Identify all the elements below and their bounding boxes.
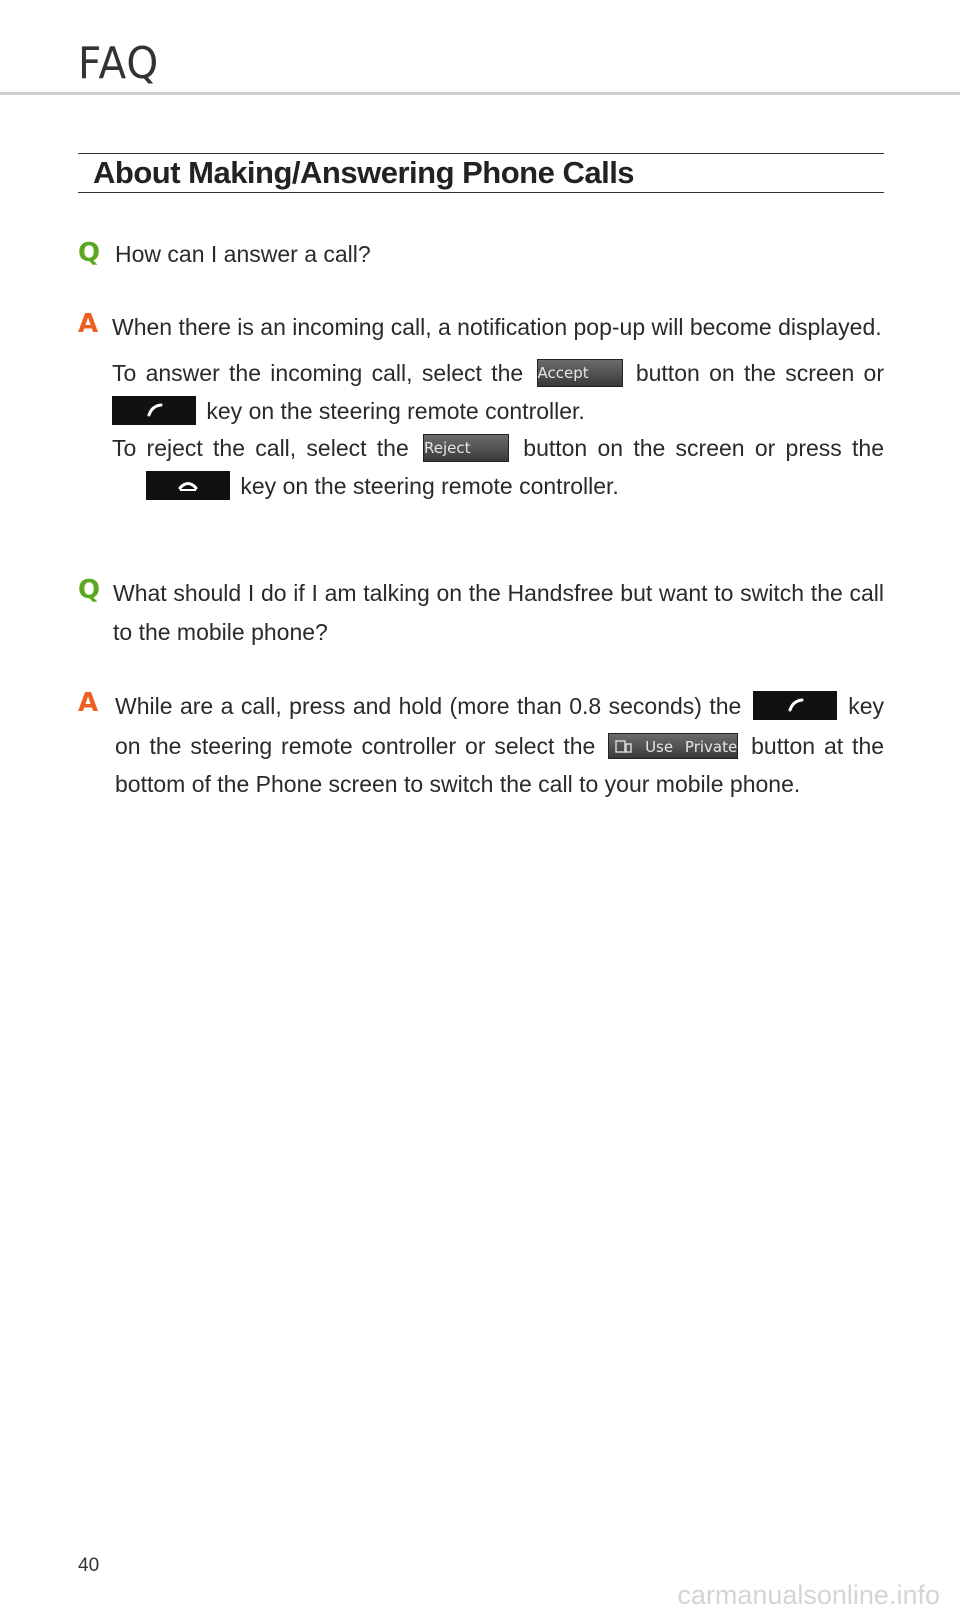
reject-button: Reject <box>423 434 509 462</box>
phone-end-key-icon <box>146 471 230 500</box>
answer-2-line2-pre: on the steering remote controller or select the <box>115 733 596 759</box>
accept-button: Accept <box>537 359 623 387</box>
answer-1-reject-key-post: key on the steering remote controller. <box>240 473 619 499</box>
answer-1-reject-pre: To reject the call, select the <box>112 435 409 461</box>
answer-1-accept-key-post: key on the steering remote controller. <box>206 398 585 424</box>
question-mark-2: Q <box>78 575 101 605</box>
answer-2-line2-post: button at the <box>751 733 885 759</box>
answer-1-reject-post: button on the screen or press the <box>523 435 885 461</box>
use-private-button <box>608 733 738 759</box>
phone-call-key-icon <box>753 691 837 720</box>
question-2-line1: What should I do if I am talking on the Handsfree but want to switch the call <box>113 580 884 606</box>
question-2-line2: to the mobile phone? <box>113 619 328 645</box>
answer-1-accept-key-line <box>112 391 585 431</box>
page-number: 40 <box>78 1555 100 1576</box>
use-private-label: Use Private <box>645 737 738 756</box>
answer-1-line1: When there is an incoming call, a notification pop-up will become displayed. <box>112 314 882 340</box>
answer-2-line3: bottom of the Phone screen to switch the call to your mobile phone. <box>115 771 801 797</box>
answer-mark-2: A <box>78 688 99 718</box>
answer-2-pre: While are a call, press and hold (more than 0.8 seconds) the <box>115 693 742 719</box>
answer-1-accept-pre: To answer the incoming call, select the <box>112 360 524 386</box>
page-header-title: FAQ <box>78 38 160 89</box>
answer-1-accept-post: button on the screen or <box>635 360 885 386</box>
section-bottom-rule <box>78 192 884 193</box>
answer-2-line1 <box>115 686 884 726</box>
answer-1-reject-key-line <box>146 466 619 506</box>
answer-2-line2 <box>115 726 884 766</box>
question-mark-1: Q <box>78 238 101 268</box>
phone-call-key-icon <box>112 396 196 425</box>
section-top-rule <box>78 153 884 154</box>
question-1-text: How can I answer a call? <box>115 241 371 267</box>
section-title: About Making/Answering Phone Calls <box>93 155 635 190</box>
header-divider <box>0 92 960 95</box>
phone-private-icon <box>615 738 633 754</box>
answer-2-key-post: key <box>848 693 885 719</box>
watermark: carmanualsonline.info <box>677 1580 940 1610</box>
answer-mark-1: A <box>78 309 99 339</box>
answer-1-reject-line <box>112 428 884 468</box>
